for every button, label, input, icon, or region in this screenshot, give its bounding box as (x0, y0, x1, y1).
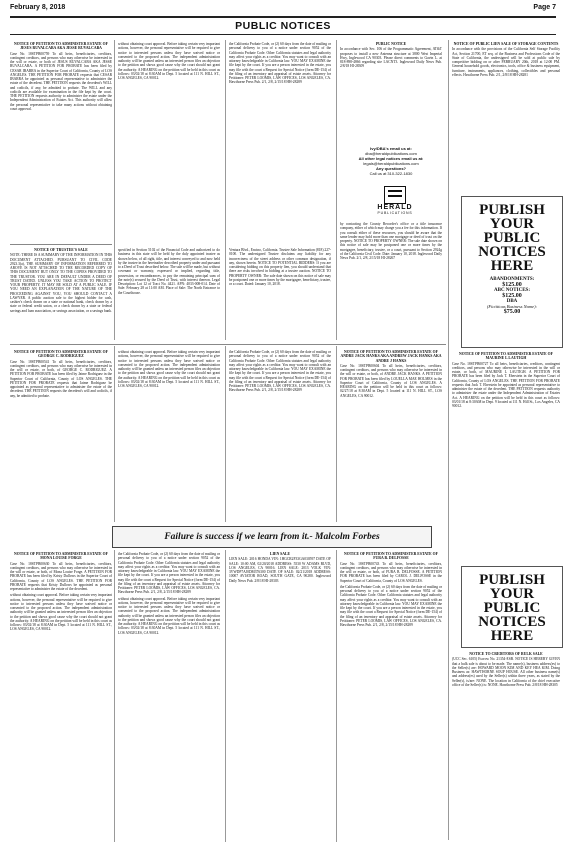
column-divider (336, 346, 337, 522)
ad-line: NOTICES (478, 244, 546, 260)
notice-trustee-sale-continued (340, 222, 442, 340)
notice-title: NOTICE OF PETITION TO ADMINISTER ESTATE OF FURA B. DELFOSSE (344, 552, 438, 561)
contact-phone: Call us at 310-322-1830 (369, 171, 413, 176)
notice-petition-forge-continued (118, 552, 220, 842)
ad-label: ABC NOTICES: (494, 288, 530, 293)
notice-body: without obtaining court approval. Before taking certain very important actions, however, the personal representative will be required to give notice to interested persons unless they have waived notice or consented to the proposed action. The independent administration authority will be granted unless an interested person files an objection to the petition and shows good cause why the court should not grant the authority. A HEARING on the petition will be held in this court as follows: 03/02/18 at 8:30AM in Dept. 5 located at 111 N. HILL ST., LOS ANGELES, CA 90012. (10, 593, 112, 632)
ad-price: $75.00 (503, 309, 521, 315)
notice-title: NOTICE OF TRUSTEE'S SALE (34, 248, 88, 252)
column-divider (336, 40, 337, 340)
notice-body: In accordance with Sec. 106 of the Programmatic Agreement, AT&T proposes to install a new Antenna structure at 3800 West Imperial Hwy, Inglewood CA 90303. Please direct comments to Gavin L. at 818-898-4866 regarding site LACNT3. Inglewood Daily News Pub. 2/8/18 HI-28309 (340, 47, 442, 69)
notice-petition-ruvalcaba (10, 42, 112, 242)
notice-petition-delfosse (340, 552, 442, 842)
column-divider (225, 550, 226, 842)
notice-body: NOTE: THERE IS A SUMMARY OF THE INFORMATION IN THIS DOCUMENT ATTACHED. PURSUANT TO CIVIL CODE 2923.3(a), THE SUMMARY OF INFORMATION REFERRED TO ABOVE IS NOT ATTACHED TO THE RECORDED COPY OF THIS DOCUMENT BUT ONLY TO THE COPIES PROVIDED TO THE TRUSTOR. YOU ARE IN DEFAULT UNDER A DEED OF TRUST DATED. UNLESS YOU TAKE ACTION TO PROTECT YOUR PROPERTY, IT MAY BE SOLD AT A PUBLIC SALE. IF YOU NEED AN EXPLANATION OF THE NATURE OF THE PROCEEDING AGAINST YOU, YOU SHOULD CONTACT A LAWYER. A public auction sale to the highest bidder for cash, cashier's check drawn on a state or national bank, check drawn by a state or federal credit union, or a check drawn by a state or federal savings and loan association, or savings association, or a savings bank. (10, 253, 112, 313)
notice-body: the California Probate Code, or (2) 60 days from the date of mailing or personal delivery to you of a notice under section 9052 of the California Probate Code. Other California statutes and legal authority may affect your rights as a creditor. You may want to consult with an attorney knowledgeable in California law. YOU MAY EXAMINE the file kept by the court. If you are a person interested in the estate, you may file with the court a Request for Special Notice (form DE-154) of the filing of an inventory and appraisal of estate assets. Attorney for Petitioner: PETER LOOMIS, LAW OFFICES, LOS ANGELES, CA. Hawthorne Press Pub. 2/1, 2/8, 2/15/18 HH-28289 (340, 584, 442, 627)
notice-body: In accordance with the provisions of the California Self Storage Facility Act, Section 21700, ET seq. of the Business and Professions Code of the State of California, the undersigned will be sold at public sale by competitive bidding on or after FEBRUARY 20th, 2018 at 12:00 PM. General household goods, electronics, tools, office & business equipment, furniture, instruments, appliances, clothing, collectibles and personal effects. Hawthorne Press Pub. 2/1, 2/8/18 HH-28281 (452, 47, 560, 77)
ad-headline (462, 567, 562, 643)
notice-title: NOTICE TO CREDITORS OF BULK SALE (469, 652, 543, 656)
column-divider (114, 40, 115, 340)
quote-banner: Failure is success if we learn from it.- Malcolm Forbes (112, 526, 432, 548)
herald-contact-box (338, 146, 444, 178)
column-divider (114, 346, 115, 522)
notice-body: the California Probate Code, or (2) 60 days from the date of mailing or personal delivery to you of a notice under section 9052 of the California Probate Code. Other California statutes and legal authority may affect your rights as a creditor. You may want to consult with an attorney knowledgeable in California law. YOU MAY EXAMINE the file kept by the court. If you are a person interested in the estate, you may file with the court a Request for Special Notice (form DE-154) of the filing of an inventory and appraisal of estate assets. Attorney for Petitioner: PETER LOOMIS, LAW OFFICES, LOS ANGELES, CA. Hawthorne Press Pub. 2/1, 2/8, 2/15/18 HH-28289 (229, 42, 331, 85)
notice-body: Case No. 18STPB00743 To all heirs, beneficiaries, creditors, contingent creditors, and persons who may otherwise be interested in the will or estate, or both, of FURA B. DELFOSSE. A PETITION FOR PROBATE has been filed by CAROL J. DELFOSSE in the Superior Court of California, County of LOS ANGELES. (340, 561, 442, 583)
notice-body: (UCC Sec. 6105) Escrow No. 21354-ESB. NOTICE IS HEREBY GIVEN that a bulk sale is about to be made. The name(s), business address(es) to the Seller(s) are: HOWARD MOON KIM AND KEY HEA KIM. Doing Business as: HAWTHORNE SOUP HOUSE. All other business name(s) and address(es) used by the Seller(s) within three years, as stated by the Seller(s), is/are: NONE. The location in California of the chief executive office of the Seller(s) is: NONE. Hawthorne Press Pub. 2/8/18 HH-28305 (452, 657, 560, 687)
notice-body: Case No. 18STPB00727 To all heirs, beneficiaries, creditors, contingent creditors, and persons who may otherwise be interested in the will or estate, or both, of MAURINE L LAUTIGH. A PETITION FOR PROBATE has been filed by Jack T. Eberstein in the Superior Court of California, County of LOS ANGELES. THE PETITION FOR PROBATE requests that Jack T. Eberstein be appointed as personal representative to administer the estate of the decedent. THE PETITION requests authority to administer the estate under the Independent Administration of Estates Act. A HEARING on the petition will be held in this court as follows: 03/01/18 at 8:30AM in Dept. 9 located at 111 N. Hill St., Los Angeles, CA 90012. (452, 361, 560, 408)
publish-notices-ad (461, 566, 563, 648)
notice-body: Ventura Blvd., Encino, California. Trustee Sale Information (818) 227-0100. The undersigned Trustee disclaims any liability for any incorrectness of the street address or other common designation, if any, shown herein. NOTICE TO POTENTIAL BIDDERS: If you are considering bidding on this property lien, you should understand that there are risks involved in bidding at a trustee auction. NOTICE TO PROPERTY OWNER: The sale date shown on this notice of sale may be postponed one or more times by the mortgagee, beneficiary, trustee, or a court. Dated: January 10, 2018. (229, 248, 331, 286)
notice-body: by contacting the County Recorder's office or a title insurance company, either of which may charge you a fee for this information. If you consult either of these resources, you should be aware that the same lender may hold more than one mortgage or deed of trust on the property. NOTICE TO PROPERTY OWNER: The sale date shown on this notice of sale may be postponed one or more times by the mortgagee, beneficiary, trustee, or a court, pursuant to Section 2924g of the California Civil Code. Date: January 10, 2018. Inglewood Daily News Pub. 2/1, 2/8, 2/15/18 HI-28267 (340, 222, 442, 260)
notice-title: NOTICE OF PETITION TO ADMINISTER ESTATE OF MONA LOUISE FORGE (14, 552, 108, 561)
notice-petition-forge (10, 552, 112, 842)
issue-date: February 8, 2018 (10, 4, 66, 11)
ad-label: ABANDONMENTS: (489, 277, 535, 282)
notice-petition-lautigh (452, 352, 560, 562)
ad-line: NOTICES (478, 614, 546, 630)
ad-price: $125.00 (502, 293, 522, 299)
contact-line: Any questions? (375, 166, 406, 171)
contact-email[interactable]: legals@heraldpublications.com (363, 161, 419, 166)
column-divider (114, 550, 115, 842)
herald-logo-icon (384, 186, 406, 204)
notice-divider (10, 244, 112, 245)
notice-petition-rodriguez-continued (118, 350, 220, 522)
herald-logo-name: HERALD (377, 204, 413, 211)
header-rule (10, 16, 556, 18)
notice-body: the California Probate Code, or (2) 60 days from the date of mailing or personal delivery to you of a notice under section 9052 of the California Probate Code. Other California statutes and legal authority may affect your rights as a creditor. You may want to consult with an attorney knowledgeable in California law. YOU MAY EXAMINE the file kept by the court. If you are a person interested in the estate, you may file with the court a Request for Special Notice (form DE-154) of the filing of an inventory and appraisal of estate assets. Attorney for Petitioner: PETER LOOMIS, LAW OFFICES, LOS ANGELES, CA. Hawthorne Press Pub. 2/1, 2/8, 2/15/18 HH-28289 (229, 350, 331, 393)
notice-body: the California Probate Code, or (2) 60 days from the date of mailing or personal delivery to you of a notice under section 9052 of the California Probate Code. Other California statutes and legal authority may affect your rights as a creditor. You may want to consult with an attorney knowledgeable in California law. YOU MAY EXAMINE the file kept by the court. If you are a person interested in the estate, you may file with the court a Request for Special Notice (form DE-154) of the filing of an inventory and appraisal of estate assets. Attorney for Petitioner: PETER LOOMIS, LAW OFFICES, LOS ANGELES, CA. Hawthorne Press Pub. 2/1, 2/8, 2/15/18 HH-28289 (118, 552, 220, 595)
ad-label: DBA (506, 299, 518, 304)
notice-public-att (340, 42, 442, 142)
notice-title: NOTICE OF PETITION TO ADMINISTER ESTATE OF JESUS RUVALCABA AKA JESSE RUVALCABA (14, 42, 108, 51)
publish-notices-ad (461, 196, 563, 348)
notice-trustee-sale (10, 248, 112, 340)
notice-petition-continued (229, 42, 331, 242)
column-divider (336, 550, 337, 842)
herald-logo (366, 186, 424, 214)
notice-title: NOTICE OF PETITION TO ADMINISTER ESTATE OF GEORGE C. RODRIGUEZ (14, 350, 108, 359)
notice-storage-lien-sale (452, 42, 560, 192)
notice-petition-hanks (340, 350, 442, 522)
notice-body: Case No. 18STPB00604 To all heirs, beneficiaries, creditors, contingent creditors, and persons who may otherwise be interested in the will or estate, or both, of ANDRE JACK HANKS. A PETITION FOR PROBATE has been filed by LOUELLA MAE HOLMES in the Superior Court of California, County of LOS ANGELES. A HEARING on the petition will be held in this court as follows: 02/27/18 at 8:30AM in Dept. 5 located at 111 N. HILL ST., LOS ANGELES, CA 90012. (340, 363, 442, 398)
ad-headline (462, 197, 562, 273)
notice-petition-rodriguez (10, 350, 112, 522)
notice-title: PUBLIC NOTICE (375, 42, 407, 46)
notice-body: Case No. 18STPB00541 To all heirs, beneficiaries, creditors, contingent creditors, and persons who may otherwise be interested in the will or estate, or both, of GEORGE C. RODRIGUEZ. A PETITION FOR PROBATE has been filed by Jaime Rodriguez in the Superior Court of California, County of LOS ANGELES. THE PETITION FOR PROBATE requests that Jaime Rodriguez be appointed as personal representative to administer the estate of the decedent. THE PETITION requests the decedent's will and codicils, if any, be admitted to probate. (10, 359, 112, 398)
notice-body: without obtaining court approval. Before taking certain very important actions, however, the personal representative will be required to give notice to interested persons unless they have waived notice or consented to the proposed action. The independent administration authority will be granted unless an interested person files an objection to the petition and shows good cause why the court should not grant the authority. A HEARING on the petition will be held in this court as follows: 03/02/18 at 8:30AM in Dept. 5 located at 111 N. HILL ST., LOS ANGELES, CA 90012. (118, 596, 220, 635)
ad-line: PUBLISH (479, 202, 545, 218)
notice-petition-continued (118, 42, 220, 242)
notice-trustee-sale-continued (229, 248, 331, 340)
ad-line: YOUR (489, 586, 535, 602)
page-header (10, 2, 556, 14)
notice-bulk-sale (452, 652, 560, 842)
row-divider (10, 344, 446, 345)
ad-line: PUBLISH (479, 572, 545, 588)
ad-line: PUBLIC (483, 230, 541, 246)
ad-line: YOUR (489, 216, 535, 232)
notice-body: without obtaining court approval. Before taking certain very important actions, however, the personal representative will be required to give notice to interested persons unless they have waived notice or consented to the proposed action. The independent administration authority will be granted unless an interested person files an objection to the petition and shows good cause why the court should not grant the authority. A HEARING on the petition will be held in this court as follows: 03/02/18 at 8:30AM in Dept. 5 located at 111 N. HILL ST., LOS ANGELES, CA 90012. (118, 42, 220, 80)
ad-price: $125.00 (502, 282, 522, 288)
notice-body: Case No. 18STPB00630 To all heirs, beneficiaries, creditors, contingent creditors, and persons who may otherwise be interested in the will or estate, or both, of Mona Louise Forge. A PETITION FOR PROBATE has been filed by Kristy Dullows in the Superior Court of California, County of LOS ANGELES. THE PETITION FOR PROBATE requests that Kristy Dullows be appointed as personal representative to administer the estate of the decedent. (10, 561, 112, 591)
notice-body: Case No. 18STPB00759 To all heirs, beneficiaries, creditors, contingent creditors, and persons who may otherwise be interested in the will or estate, or both of JESUS RUVALCABA AKA JESSE RUVALCABA. A PETITION FOR PROBATE has been filed by CESAR IBARRA in the Superior Court of California, County of LOS ANGELES. THE PETITION FOR PROBATE requests that CESAR IBARRA be appointed as personal representative to administer the estate of the decedent. THE PETITION requests the decedent's WILL and codicils, if any, be admitted to probate. The WILL and any codicils are available for examination in the file kept by the court. THE PETITION requests authority to administer the estate under the Independent Administration of Estates Act. This authority will allow the personal representative to take many actions without obtaining court approval. (10, 51, 112, 111)
notice-title: NOTICE OF PETITION TO ADMINISTER ESTATE OF ANDRE JACK HANKS AKA ANDREW JACK HANKS AKA ANDRE J HANKS (340, 350, 442, 363)
ad-line: HERE (490, 628, 534, 644)
ad-line: PUBLIC (483, 600, 541, 616)
notice-body: LIEN SALE: 2016 HONDA VIN: 1HGCR2F33GA030597 DATE OF SALE: 10:00 AM, 02/20/2018 ADDRESS: 5530 W ADAMS BLVD, LOS ANGELES, CA 90016. LIEN SALE: 2013 VOLK VIN: 3VWDP7AJ0DM376300 DATE OF SALE: 02/21/2018 ADDRESS: 10007 AVIATOR ROAD, SOUTH GATE, CA 90280. Inglewood Daily News Pub. 2/8/18 HI-28303 (229, 557, 331, 583)
column-divider (448, 40, 449, 840)
ad-note: (Fictitious Business Name): (486, 304, 538, 309)
contact-line: All other legal notices email us at: (358, 156, 424, 161)
column-divider (225, 40, 226, 340)
notice-title: LIEN SALE (269, 552, 291, 556)
notice-body: without obtaining court approval. Before taking certain very important actions, however, the personal representative will be required to give notice to interested persons unless they have waived notice or consented to the proposed action. The independent administration authority will be granted unless an interested person files an objection to the petition and shows good cause why the court should not grant the authority. A HEARING on the petition will be held in this court as follows: 03/02/18 at 8:30AM in Dept. 5 located at 111 N. HILL ST., LOS ANGELES, CA 90012. (118, 350, 220, 388)
notice-lien-sale (229, 552, 331, 842)
contact-line: Ivy/DBA's email us at: (370, 146, 412, 151)
notice-title: NOTICE OF PETITION TO ADMINISTER ESTATE OF MAURINE L LAUTIGH (459, 352, 553, 361)
herald-logo-sub: PUBLICATIONS (377, 211, 413, 215)
column-divider (225, 346, 226, 522)
notice-trustee-sale-continued (118, 248, 220, 340)
page-number: Page 7 (533, 4, 556, 11)
section-title: PUBLIC NOTICES (235, 20, 331, 32)
title-rule (10, 34, 556, 35)
contact-email[interactable]: dba@heraldpublications.com (365, 151, 417, 156)
notice-body: specified in Section 5102 of the Financial Code and authorized to do business in this state will be held by the duly appointed trustee as shown below, of all right, title, and interest conveyed to and now held by the trustee in the hereinafter described property under and pursuant to a Deed of Trust described below. The sale will be made, but without covenant or warranty, expressed or implied, regarding title, possession, or encumbrances, to pay the remaining principal sum of the note(s) secured by the Deed of Trust, with interest thereon. Legal Description: Lot 12 of Tract No. 4421. APN: 4033-008-014. Date of Sale: February 28 at 11:00 AM. Place of Sale: The North Entrance to the Courthouse. (118, 248, 220, 295)
notice-petition-rodriguez-continued (229, 350, 331, 522)
ad-line: HERE (490, 258, 534, 274)
notice-title: NOTICE OF PUBLIC LIEN SALE OF STORAGE CONTENTS (453, 42, 559, 46)
